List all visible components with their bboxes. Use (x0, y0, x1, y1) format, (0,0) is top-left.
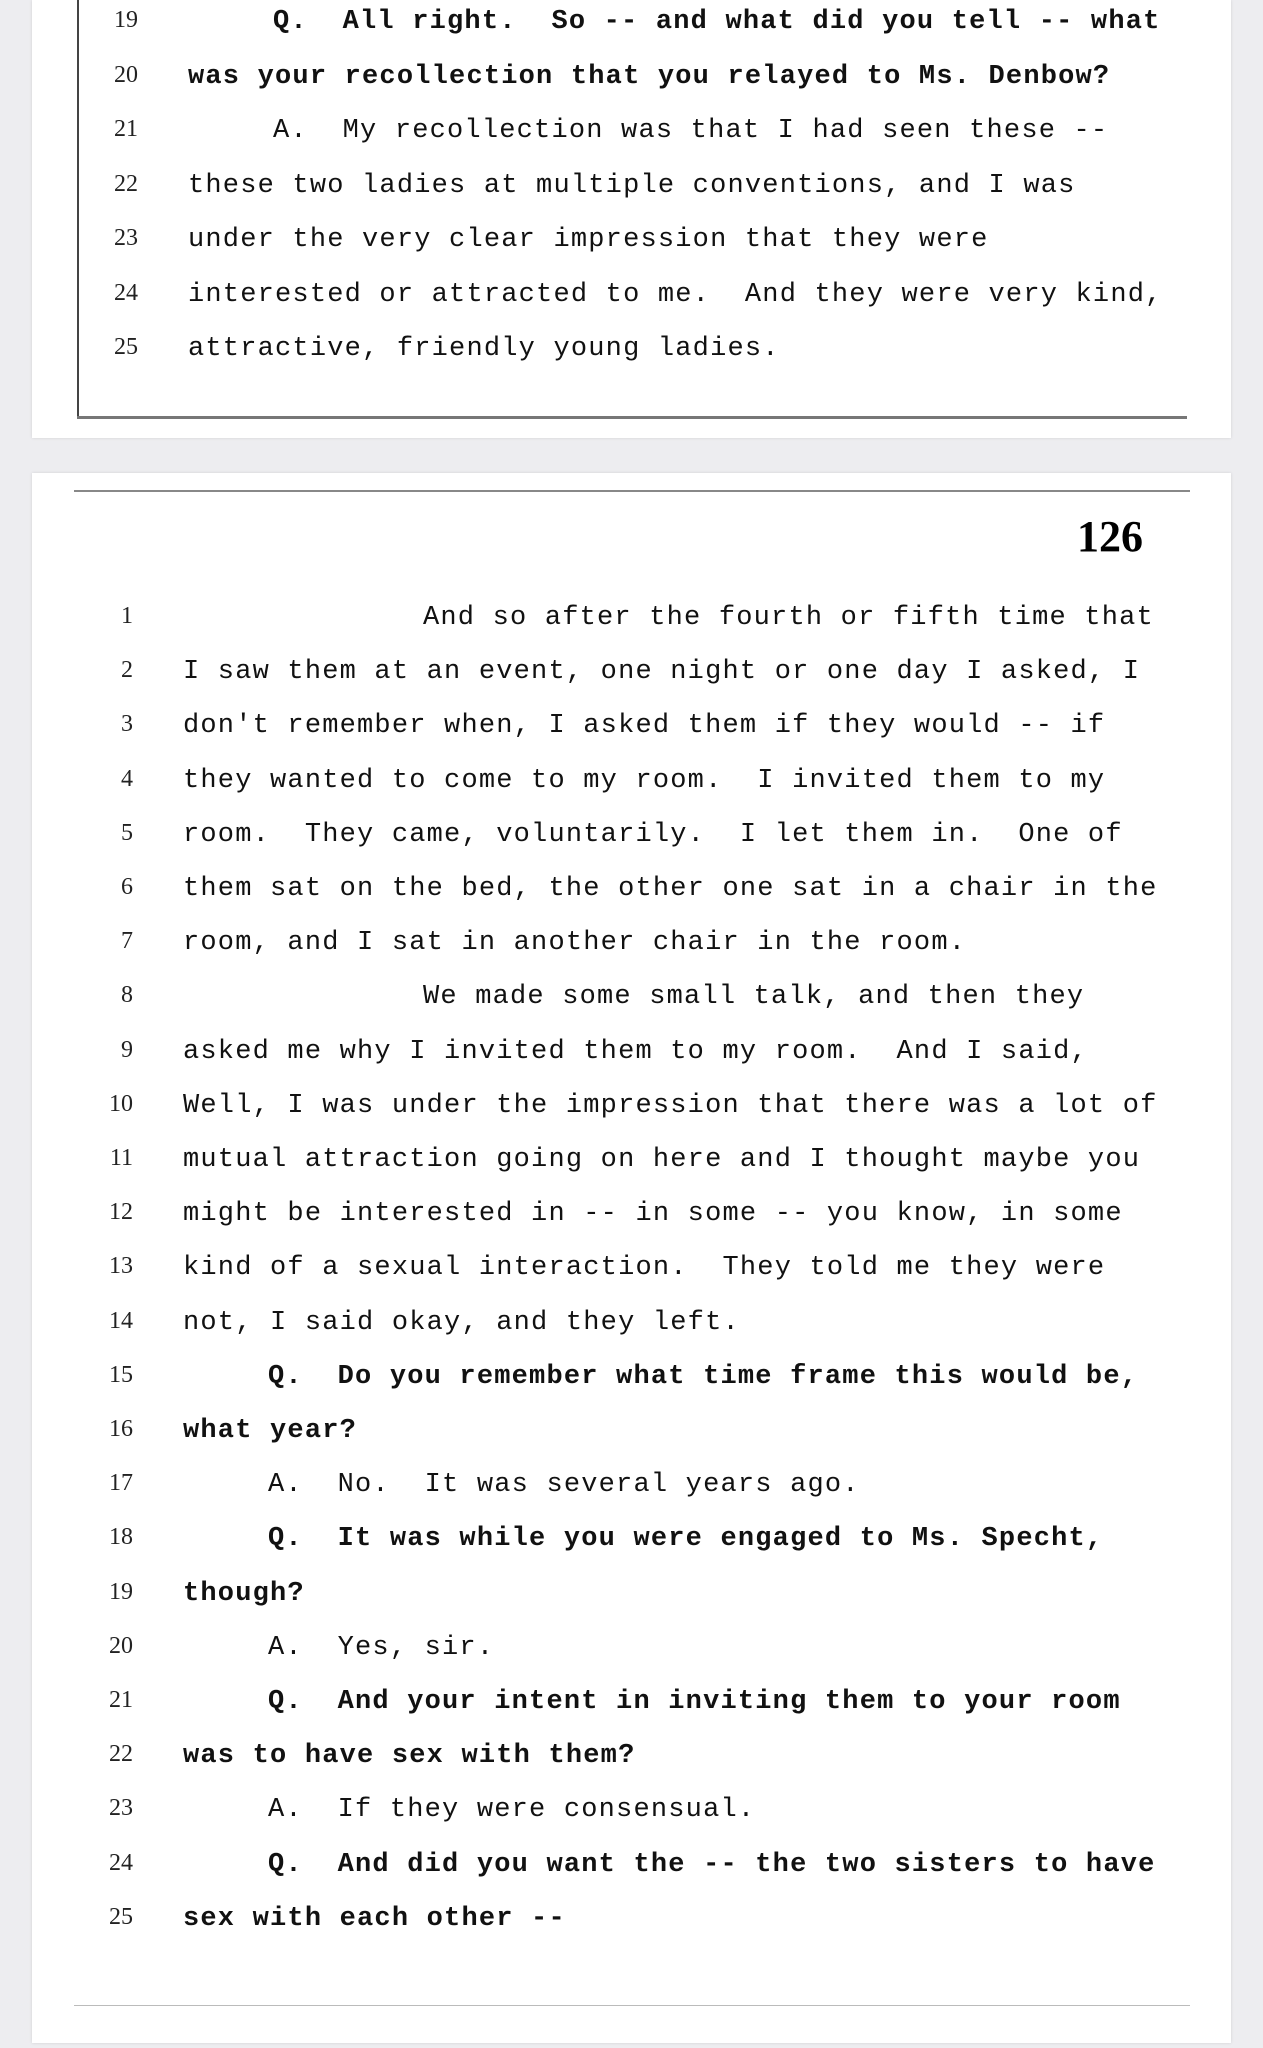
transcript-line (32, 171, 1231, 211)
page-top-rule (74, 490, 1190, 492)
transcript-line (32, 1795, 1231, 1835)
transcript-line (32, 820, 1231, 860)
transcript-line (32, 603, 1231, 643)
transcript-line (32, 334, 1231, 374)
line-text: I saw them at an event, one night or one day I asked, I (183, 657, 1141, 688)
line-text: was your recollection that you relayed to Ms. Denbow? (188, 61, 1111, 92)
line-text: A. No. It was several years ago. (268, 1470, 860, 1501)
transcript-line (32, 1091, 1231, 1131)
page-bottom-rule (74, 2005, 1190, 2006)
transcript-line (32, 711, 1231, 751)
transcript-line (32, 1741, 1231, 1781)
transcript-line (32, 657, 1231, 697)
line-text: under the very clear impression that they were (188, 225, 989, 255)
page-number: 126 (1077, 512, 1143, 561)
transcript-page-126 (32, 473, 1231, 2043)
transcript-line (32, 766, 1231, 806)
transcript-line (32, 874, 1231, 914)
line-text: though? (183, 1578, 305, 1609)
transcript-line (32, 1904, 1231, 1944)
line-text: attractive, friendly young ladies. (188, 334, 780, 364)
line-number: 19 (109, 1578, 133, 1605)
transcript-line (32, 1687, 1231, 1727)
line-number: 1 (121, 603, 133, 629)
line-text: Q. It was while you were engaged to Ms. Specht, (268, 1524, 1104, 1555)
line-number: 23 (114, 225, 138, 251)
transcript-line (32, 1199, 1231, 1239)
line-text: Q. Do you remember what time frame this would be, (268, 1361, 1139, 1392)
line-number: 20 (109, 1632, 133, 1659)
line-text: And so after the fourth or fifth time that (423, 603, 1154, 633)
line-text: what year? (183, 1416, 358, 1446)
transcript-line (32, 1416, 1231, 1456)
line-number: 10 (109, 1090, 133, 1117)
line-number: 6 (121, 874, 133, 900)
line-text: A. Yes, sir. (268, 1632, 495, 1663)
line-text: not, I said okay, and they left. (183, 1307, 740, 1338)
line-number: 25 (109, 1903, 133, 1930)
transcript-line (32, 116, 1231, 156)
transcript-line (32, 928, 1231, 968)
line-number: 3 (121, 711, 133, 738)
transcript-line (32, 1362, 1231, 1402)
line-number: 11 (109, 1145, 133, 1171)
line-text: room, and I sat in another chair in the room. (183, 928, 967, 959)
transcript-line (32, 1145, 1231, 1185)
line-number: 21 (114, 116, 138, 142)
line-number: 15 (109, 1361, 133, 1388)
line-number: 9 (121, 1036, 133, 1063)
line-text: they wanted to come to my room. I invited them to my (183, 765, 1106, 796)
line-text: Q. And did you want the -- the two sisters to have (268, 1849, 1156, 1880)
transcript-line (32, 1253, 1231, 1293)
line-text: Well, I was under the impression that there was a lot of (183, 1090, 1158, 1121)
line-number: 12 (109, 1199, 133, 1226)
transcript-line (32, 1308, 1231, 1348)
transcript-line (32, 1037, 1231, 1077)
line-text: A. My recollection was that I had seen these -- (273, 116, 1109, 146)
transcript-line (32, 225, 1231, 265)
line-text: them sat on the bed, the other one sat in a chair in the (183, 874, 1158, 904)
transcript-line (32, 7, 1231, 47)
line-number: 23 (109, 1795, 133, 1822)
transcript-line (32, 62, 1231, 102)
line-text: asked me why I invited them to my room. And I said, (183, 1036, 1088, 1067)
line-text: was to have sex with them? (183, 1741, 636, 1772)
line-text: these two ladies at multiple conventions, and I was (188, 170, 1076, 201)
line-text: kind of a sexual interaction. They told me they were (183, 1253, 1106, 1284)
transcript-page-previous (32, 0, 1231, 438)
page-bottom-border (77, 416, 1187, 419)
line-number: 18 (109, 1524, 133, 1551)
transcript-line (32, 1579, 1231, 1619)
line-number: 5 (121, 819, 133, 846)
line-text: Q. And your intent in inviting them to your room (268, 1687, 1121, 1717)
transcript-line (32, 1850, 1231, 1890)
line-number: 24 (109, 1849, 133, 1876)
line-number: 20 (114, 61, 138, 88)
line-text: mutual attraction going on here and I thought maybe you (183, 1145, 1141, 1175)
line-number: 2 (121, 657, 133, 684)
line-text: We made some small talk, and then they (423, 982, 1085, 1013)
line-number: 17 (109, 1470, 133, 1497)
line-number: 25 (114, 334, 138, 360)
transcript-line (32, 1524, 1231, 1564)
line-number: 8 (121, 982, 133, 1009)
line-text: might be interested in -- in some -- you know, in some (183, 1199, 1123, 1230)
line-text: Q. All right. So -- and what did you tell -- what (273, 7, 1161, 37)
line-text: interested or attracted to me. And they were very kind, (188, 279, 1163, 310)
line-number: 14 (109, 1307, 133, 1334)
line-number: 22 (114, 170, 138, 197)
line-text: room. They came, voluntarily. I let them in. One of (183, 819, 1123, 850)
line-number: 7 (121, 928, 133, 955)
transcript-line (32, 280, 1231, 320)
line-number: 24 (114, 279, 138, 306)
line-number: 19 (114, 7, 138, 33)
line-number: 21 (109, 1687, 133, 1713)
line-text: A. If they were consensual. (268, 1795, 756, 1826)
transcript-line (32, 1633, 1231, 1673)
line-number: 16 (109, 1416, 133, 1442)
line-number: 4 (121, 765, 133, 792)
transcript-line (32, 982, 1231, 1022)
line-text: don't remember when, I asked them if they would -- if (183, 711, 1106, 742)
transcript-line (32, 1470, 1231, 1510)
line-number: 22 (109, 1741, 133, 1768)
line-text: sex with each other -- (183, 1903, 566, 1934)
line-number: 13 (109, 1253, 133, 1280)
